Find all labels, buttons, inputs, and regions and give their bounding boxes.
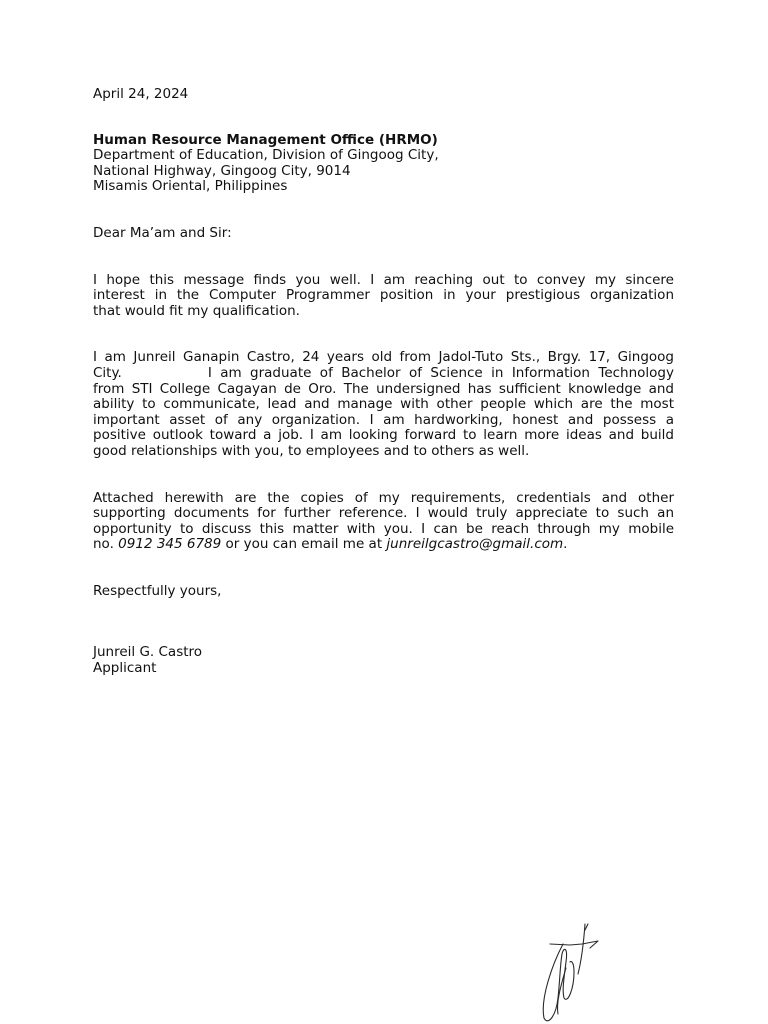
paragraph-background-line: I am Junreil Ganapin Castro, 24 years old from Jadol-Tuto Sts., Brgy. 17, Gingoog bbox=[93, 349, 674, 366]
handwritten-signature bbox=[538, 918, 608, 1024]
recipient-line-2: National Highway, Gingoog City, 9014 bbox=[93, 162, 351, 179]
city-text: City. bbox=[93, 364, 122, 381]
paragraph-contact-line-4 bbox=[93, 537, 674, 553]
recipient-office: Human Resource Management Office (HRMO) bbox=[93, 131, 438, 148]
paragraph-intro-line: I hope this message finds you well. I am reaching out to convey my sincere bbox=[93, 271, 674, 288]
signer-name: Junreil G. Castro bbox=[93, 644, 203, 661]
mobile-prefix: no. bbox=[93, 536, 114, 553]
paragraph-background-line: good relationships with you, to employees and to others as well. bbox=[93, 442, 530, 459]
paragraph-intro bbox=[93, 273, 674, 320]
signer-block bbox=[93, 645, 674, 676]
paragraph-intro-line: interest in the Computer Programmer position in your prestigious organization bbox=[93, 287, 674, 304]
signer-title: Applicant bbox=[93, 660, 157, 677]
sentence-end: . bbox=[563, 536, 568, 553]
email-prefix: or you can email me at bbox=[225, 536, 383, 553]
paragraph-contact-line: opportunity to discuss this matter with you. I can be reach through my mobile bbox=[93, 520, 674, 537]
paragraph-contact-line: Attached herewith are the copies of my requirements, credentials and other bbox=[93, 489, 674, 506]
email-address: junreilgcastro@gmail.com bbox=[386, 536, 564, 553]
education-text: I am graduate of Bachelor of Science in Information Technology bbox=[207, 364, 674, 381]
paragraph-background-line: important asset of any organization. I am hardworking, honest and possess a bbox=[93, 411, 674, 428]
letter-date: April 24, 2024 bbox=[93, 86, 189, 102]
recipient-address bbox=[93, 133, 674, 195]
paragraph-background-line: positive outlook toward a job. I am looking forward to learn more ideas and build bbox=[93, 427, 674, 444]
paragraph-intro-line: that would fit my qualification. bbox=[93, 302, 300, 319]
paragraph-background-line: ability to communicate, lead and manage with other people which are the most bbox=[93, 396, 674, 413]
paragraph-contact bbox=[93, 491, 674, 553]
letter-body bbox=[93, 87, 674, 677]
paragraph-contact-line: supporting documents for further reference. I would truly appreciate to such an bbox=[93, 505, 674, 522]
recipient-line-3: Misamis Oriental, Philippines bbox=[93, 178, 288, 195]
paragraph-background-line-2 bbox=[93, 366, 674, 382]
closing: Respectfully yours, bbox=[93, 582, 222, 599]
paragraph-background-line: from STI College Cagayan de Oro. The undersigned has sufficient knowledge and bbox=[93, 380, 674, 397]
mobile-number: 0912 345 6789 bbox=[118, 536, 222, 553]
salutation: Dear Ma’am and Sir: bbox=[93, 224, 232, 241]
paragraph-background bbox=[93, 350, 674, 459]
recipient-line-1: Department of Education, Division of Gingoog City, bbox=[93, 147, 439, 164]
